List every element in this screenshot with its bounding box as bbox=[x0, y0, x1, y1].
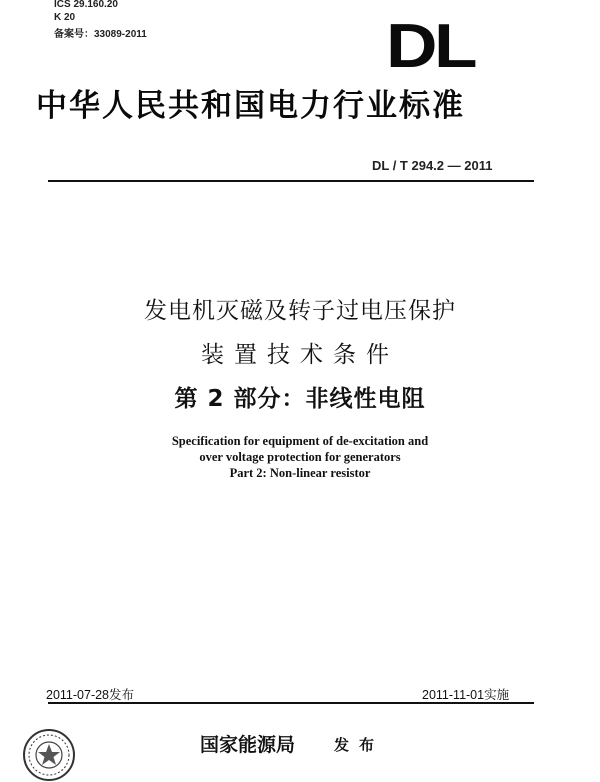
title-cn-line-2: 装置技术条件 bbox=[201, 342, 399, 368]
issuer-verb: 发布 bbox=[334, 736, 385, 754]
issuer-name: 国家能源局 bbox=[200, 734, 296, 756]
title-en-line-3: Part 2: Non-linear resistor bbox=[229, 466, 371, 480]
publish-date: 2011-07-28发布 bbox=[46, 688, 135, 702]
effective-date: 2011-11-01实施 bbox=[422, 688, 510, 702]
bottom-divider bbox=[48, 702, 534, 704]
standard-number: DL / T 294.2 — 2011 bbox=[372, 158, 493, 173]
org-title: 中华人民共和国电力行业标准 bbox=[36, 88, 465, 124]
dl-logo: DL bbox=[386, 12, 475, 81]
title-cn-line-3: 第 2 部分：非线性电阻 bbox=[174, 386, 426, 412]
title-en-line-1: Specification for equipment of de-excitation and bbox=[171, 434, 429, 448]
record-number: 备案号：33089-2011 bbox=[54, 29, 147, 40]
title-cn-line-1: 发电机灭磁及转子过电压保护 bbox=[144, 298, 456, 324]
top-divider bbox=[48, 180, 534, 182]
title-en-line-2: over voltage protection for generators bbox=[199, 450, 401, 464]
ics-code: ICS 29.160.20 bbox=[54, 0, 118, 10]
ccs-code: K 20 bbox=[54, 12, 76, 23]
publisher-seal-icon bbox=[22, 728, 76, 782]
